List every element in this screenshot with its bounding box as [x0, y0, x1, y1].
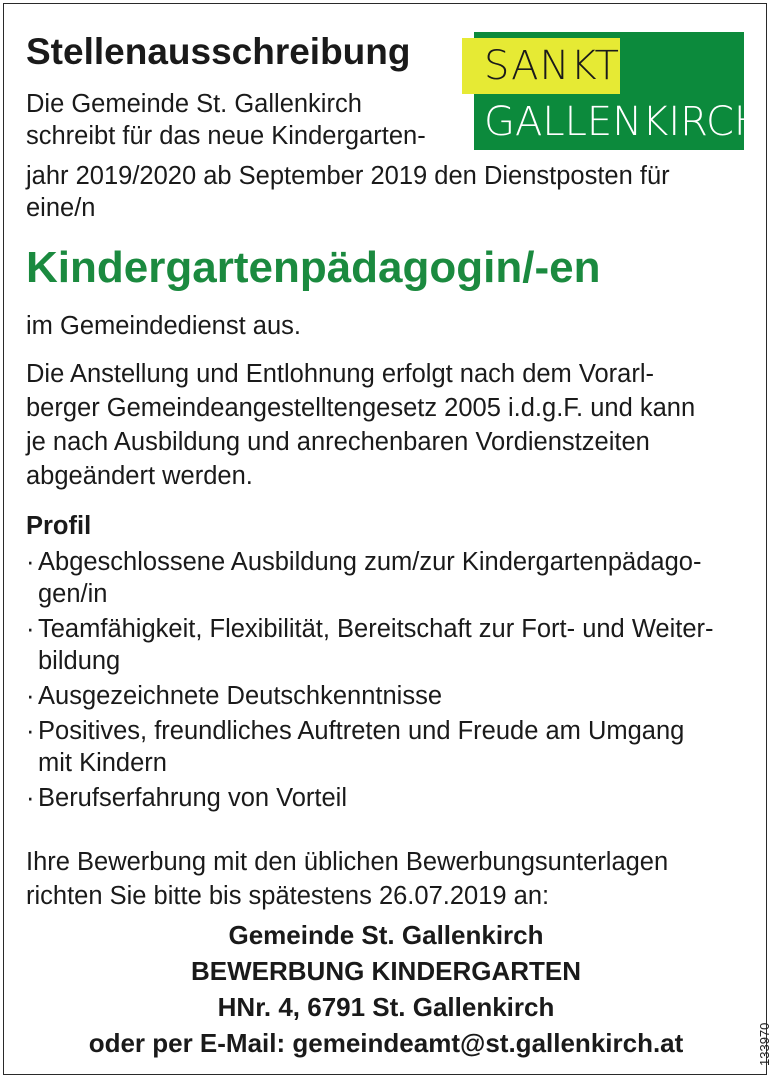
list-item [26, 546, 746, 610]
logo-text-gallenkirch: GALLENKIRCH [484, 99, 764, 145]
employment-line-1: Die Anstellung und Entlohnung erfolgt nach dem Vorarl- [26, 360, 654, 388]
list-item-text: Positives, freundliches Auftreten und Freude am Umgang [38, 717, 685, 745]
intro-line-4: eine/n [26, 194, 96, 222]
list-item [26, 715, 746, 779]
list-item-text: Abgeschlossene Ausbildung zum/zur Kindergartenpädago- [38, 548, 702, 576]
intro-line-1: Die Gemeinde St. Gallenkirch [26, 90, 362, 118]
application-line-1: Ihre Bewerbung mit den üblichen Bewerbungsunterlagen [26, 848, 669, 876]
profile-heading: Profil [26, 512, 92, 540]
employment-line-4: abgeändert werden. [26, 462, 253, 490]
page-title: Stellenausschreibung [26, 31, 411, 72]
list-item-text-cont: mit Kindern [38, 749, 167, 777]
bullet-dot: · [26, 784, 35, 812]
employment-line-3: je nach Ausbildung und anrechenbaren Vordienstzeiten [26, 428, 650, 456]
logo-text-sankt: SANKT [484, 43, 620, 89]
list-item-text-cont: gen/in [38, 580, 108, 608]
address-street: HNr. 4, 6791 St. Gallenkirch [217, 992, 555, 1022]
bullet-dot: · [26, 548, 35, 576]
address-email: oder per E-Mail: gemeindeamt@st.gallenkirch.at [88, 1028, 684, 1058]
list-item-text: Ausgezeichnete Deutschkenntnisse [38, 682, 443, 710]
bullet-dot: · [26, 615, 35, 643]
address-subject: BEWERBUNG KINDERGARTEN [191, 956, 581, 986]
bullet-dot: · [26, 717, 35, 745]
sankt-gallenkirch-logo [462, 30, 764, 150]
application-line-2: richten Sie bitte bis spätestens 26.07.2019 an: [26, 882, 550, 910]
employment-line-2: berger Gemeindeangestelltengesetz 2005 i.d.g.F. und kann [26, 394, 696, 422]
list-item [26, 613, 746, 677]
list-item-text: Teamfähigkeit, Flexibilität, Bereitschaft zur Fort- und Weiter- [38, 615, 714, 643]
ad-code: 133970 [757, 1022, 772, 1066]
list-item [26, 680, 746, 712]
intro-line-3: jahr 2019/2020 ab September 2019 den Dienstposten für [26, 162, 670, 190]
list-item [26, 782, 746, 814]
profile-list [26, 546, 746, 817]
address-org: Gemeinde St. Gallenkirch [228, 920, 544, 950]
intro-line-2: schreibt für das neue Kindergarten- [26, 122, 426, 150]
service-text: im Gemeindedienst aus. [26, 312, 301, 340]
list-item-text-cont: bildung [38, 647, 121, 675]
position-title: Kindergartenpädagogin/-en [26, 243, 601, 292]
list-item-text: Berufserfahrung von Vorteil [38, 784, 348, 812]
bullet-dot: · [26, 682, 35, 710]
